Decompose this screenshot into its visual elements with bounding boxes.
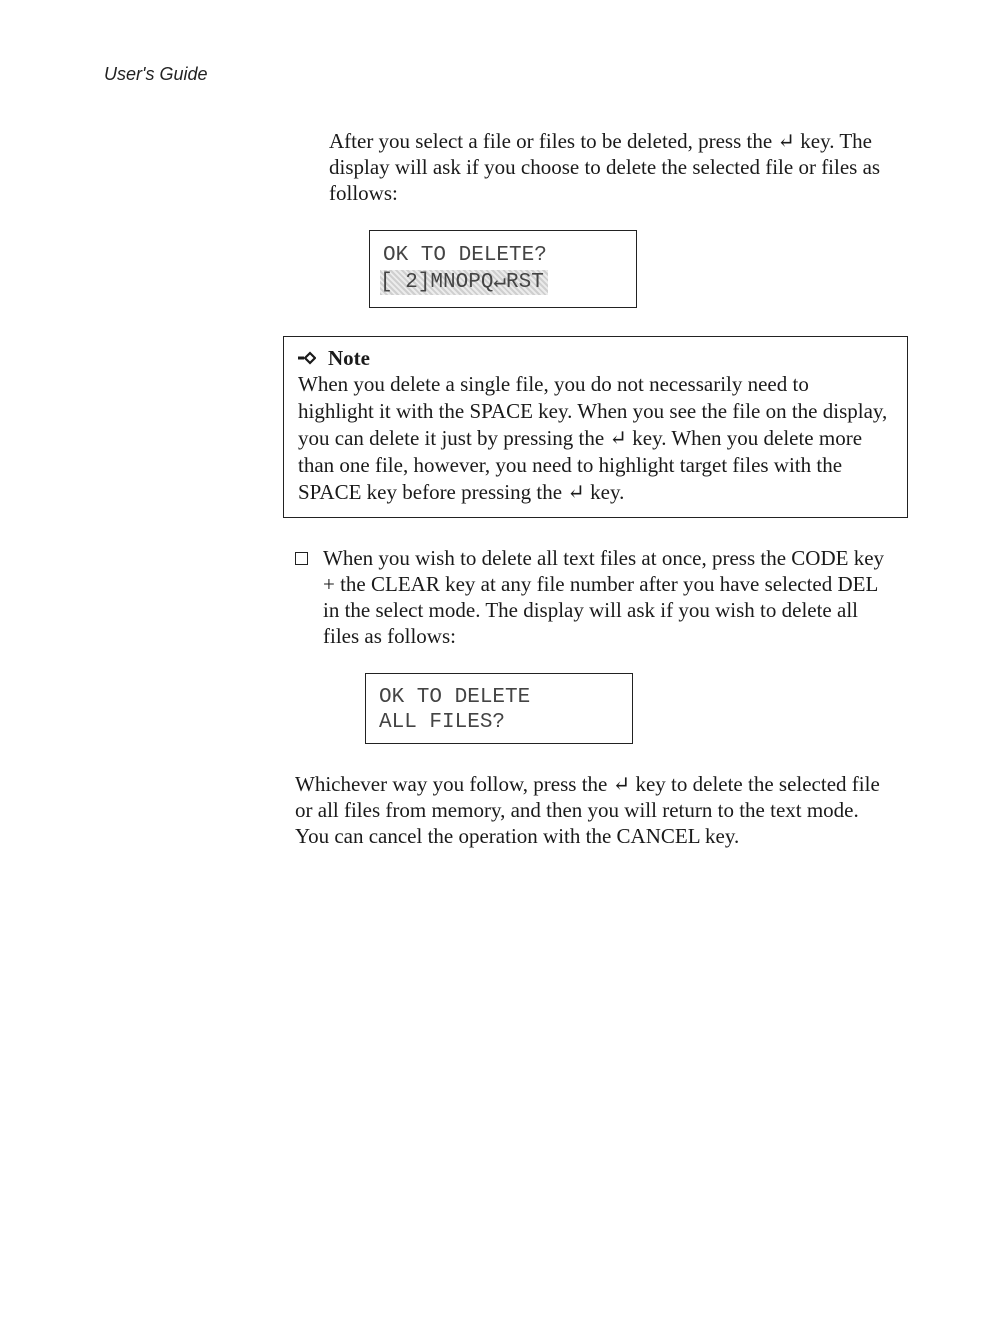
lcd-line-1: OK TO DELETE?: [383, 244, 547, 267]
lcd-line-1: OK TO DELETE: [379, 686, 531, 709]
lcd-display-delete-all: [365, 673, 633, 744]
note-box: [283, 336, 908, 518]
note-body: When you delete a single file, you do not necessarily need to highlight it with the SPACE key. When you see the file on the display, you can delete it just by pressing the ↵ key. When you delete more than one file, however, you need to highlight target files with the SPACE key before pressing the ↵ key.: [298, 372, 888, 504]
checkbox-bullet-icon: [295, 552, 308, 565]
bullet-text: When you wish to delete all text files at once, press the CODE key + the CLEAR key at any file number after you have selected DEL in the select mode. The display will ask if you wish to delete all files as follows:: [323, 546, 885, 648]
running-header: User's Guide: [104, 64, 208, 84]
lcd-line-2-highlighted: [ 2]MNOPQ↵RST: [380, 270, 548, 295]
lcd-line-2: ALL FILES?: [379, 711, 506, 734]
lcd-display-delete-single: [369, 230, 637, 308]
note-arrow-icon: [298, 351, 316, 365]
intro-paragraph: After you select a file or files to be deleted, press the ↵ key. The display will ask if you choose to delete the selected file or files as follows:: [329, 129, 881, 205]
bullet-item: [295, 545, 905, 649]
note-heading: [298, 345, 907, 371]
closing-paragraph: Whichever way you follow, press the ↵ key to delete the selected file or all files from memory, and then you will return to the text mode. You can cancel the operation with the CANCEL key.: [295, 772, 880, 848]
note-title: Note: [328, 346, 370, 370]
